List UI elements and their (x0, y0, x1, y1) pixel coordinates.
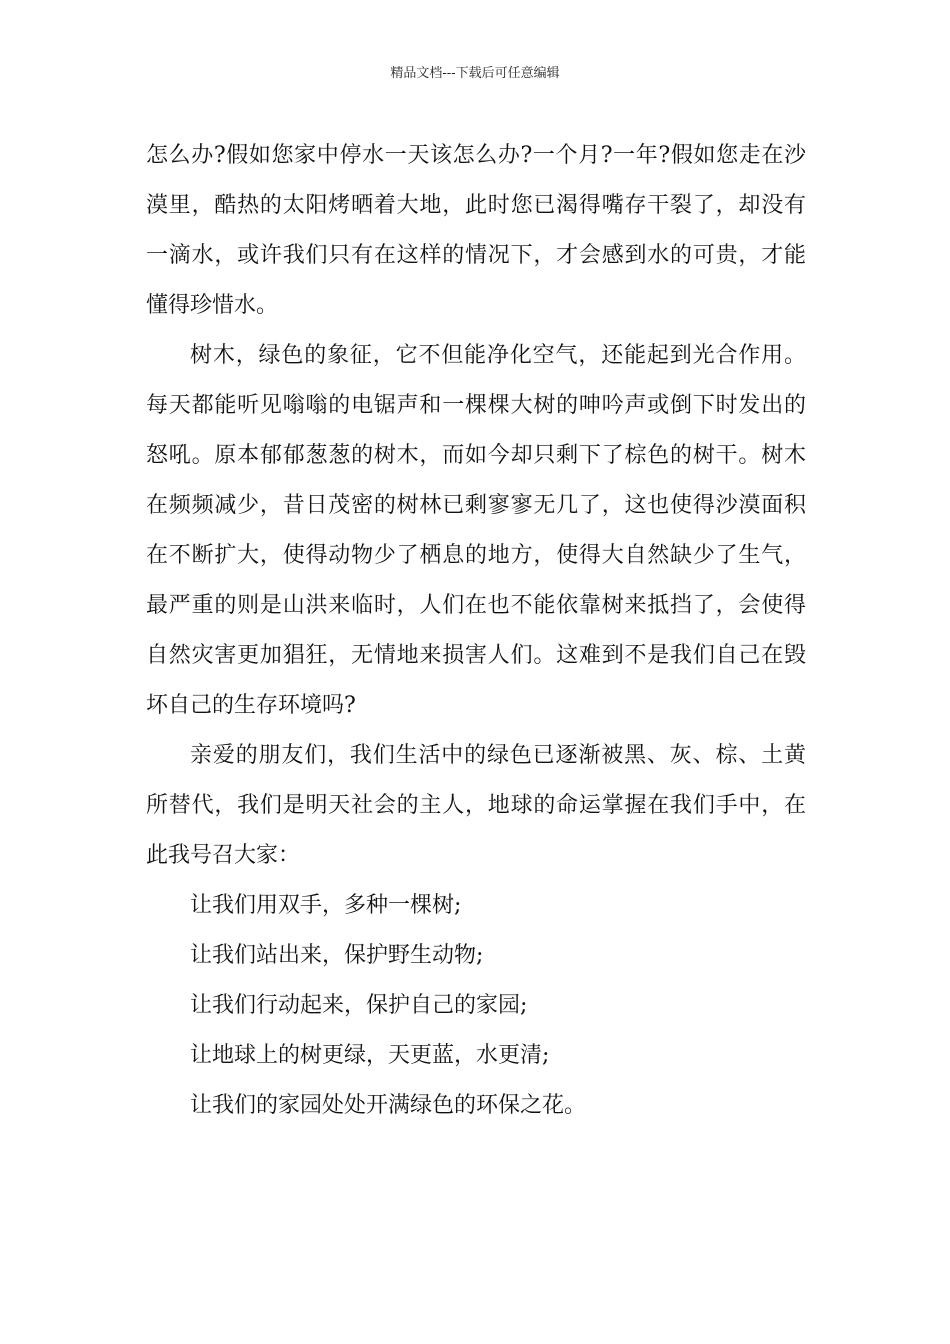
text-line: 自然灾害更加猖狂，无情地来损害人们。这难到不是我们自己在毁 (146, 643, 806, 668)
text-line: 让我们用双手，多种一棵树; (190, 893, 462, 918)
text-line: 在频频减少，昔日茂密的树林已剩寥寥无几了，这也使得沙漠面积 (146, 493, 806, 518)
text-line: 在不断扩大，使得动物少了栖息的地方，使得大自然缺少了生气， (146, 543, 806, 568)
text-line: 亲爱的朋友们，我们生活中的绿色已逐渐被黑、灰、棕、土黄 (190, 743, 806, 768)
text-line: 此我号召大家： (146, 843, 301, 868)
text-line: 一滴水，或许我们只有在这样的情况下，才会感到水的可贵，才能 (146, 243, 806, 268)
text-line: 坏自己的生存环境吗? (146, 693, 356, 718)
text-line: 让地球上的树更绿，天更蓝，水更清; (190, 1043, 550, 1068)
text-line: 最严重的则是山洪来临时，人们在也不能依靠树来抵挡了，会使得 (146, 593, 806, 618)
text-line: 树木，绿色的象征，它不但能净化空气，还能起到光合作用。 (190, 343, 806, 368)
text-line: 怎么办?假如您家中停水一天该怎么办?一个月?一年?假如您走在沙 (146, 143, 806, 168)
page-header: 精品文档---下载后可任意编辑 (390, 66, 560, 81)
text-line: 让我们行动起来，保护自己的家园; (190, 993, 528, 1018)
text-line: 怒吼。原本郁郁葱葱的树木，而如今却只剩下了棕色的树干。树木 (146, 443, 806, 468)
text-line: 懂得珍惜水。 (146, 293, 279, 318)
text-line: 漠里，酷热的太阳烤晒着大地，此时您已渴得嘴存干裂了，却没有 (146, 193, 806, 218)
text-line: 让我们站出来，保护野生动物; (190, 943, 484, 968)
text-line: 让我们的家园处处开满绿色的环保之花。 (190, 1093, 587, 1118)
document-body (146, 131, 806, 1131)
text-line: 每天都能听见嗡嗡的电锯声和一棵棵大树的呻吟声或倒下时发出的 (146, 393, 806, 418)
text-line: 所替代，我们是明天社会的主人，地球的命运掌握在我们手中，在 (146, 793, 806, 818)
